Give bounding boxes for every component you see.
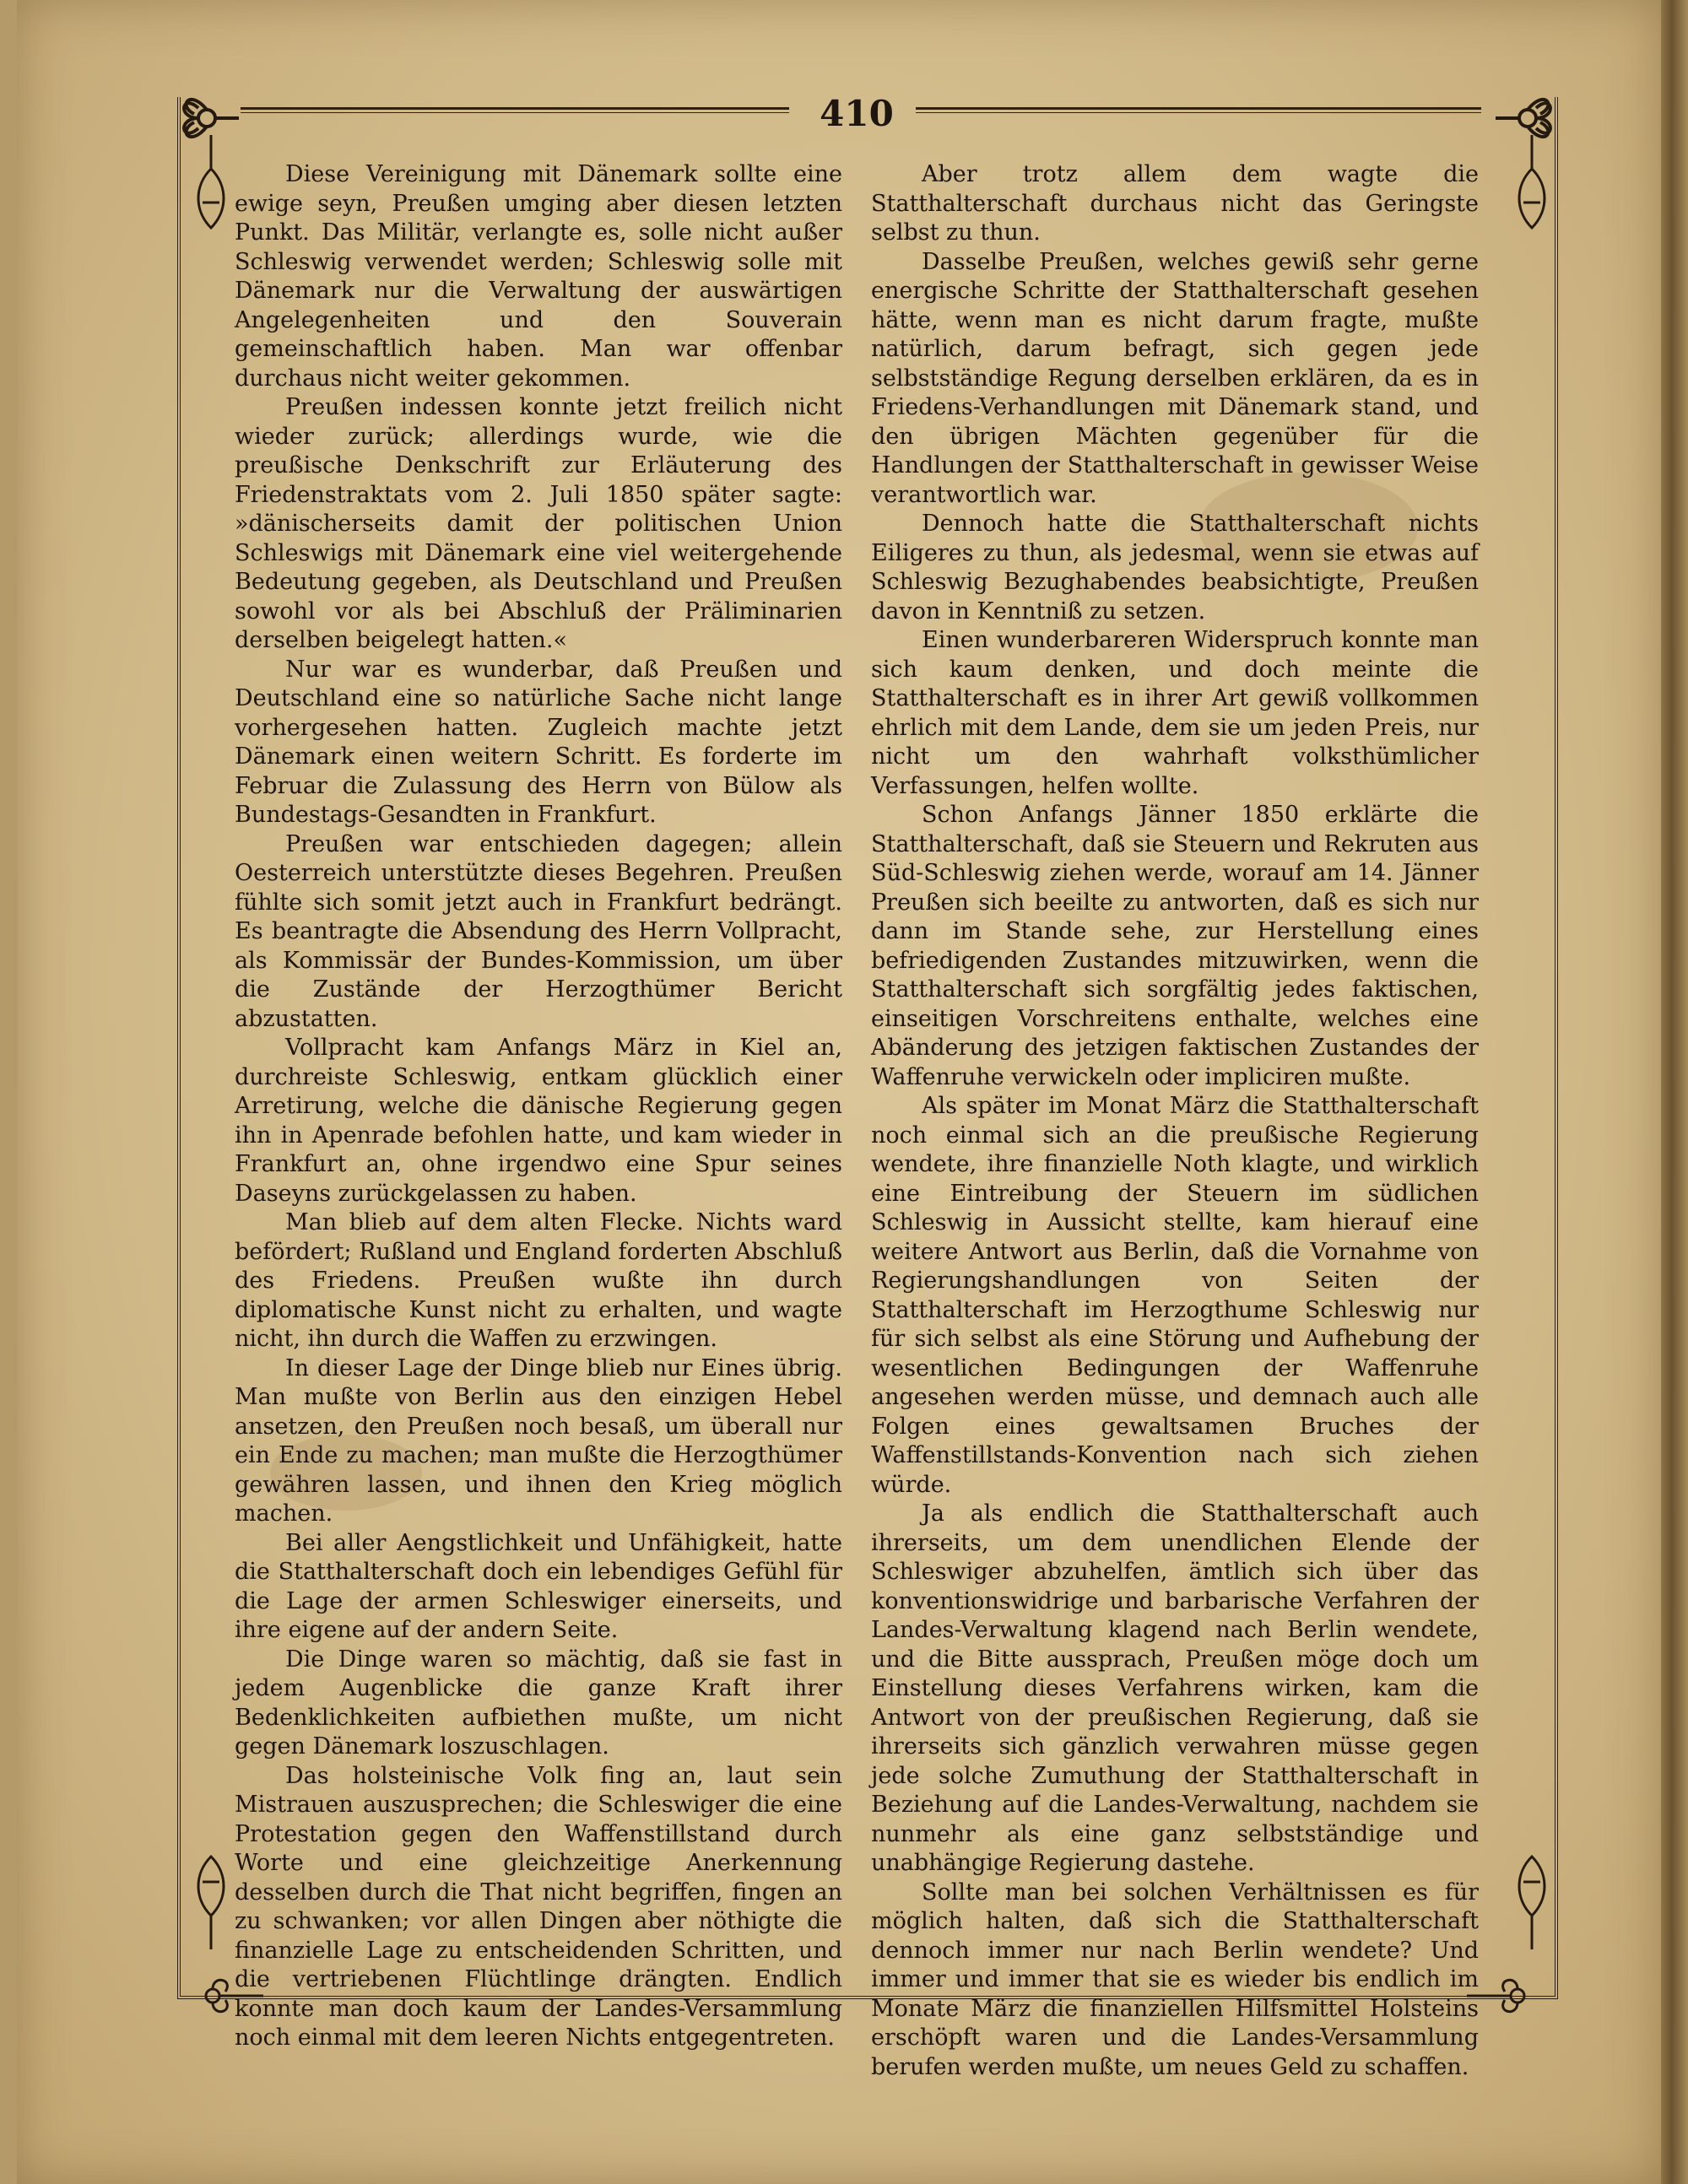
text-column-right: [871, 160, 1479, 2082]
paragraph: Bei aller Aengstlichkeit und Unfähigkeit, hatte die Statthalterschaft doch ein lebendiges Gefühl für die Lage der armen Schleswiger einerseits, und ihre eigene auf der andern Seite.: [235, 1529, 842, 1643]
paragraph: Vollpracht kam Anfangs März in Kiel an, durchreiste Schleswig, entkam glücklich einer Arretirung, welche die dänische Regierung gegen ihn in Apenrade befohlen hatte, und kam wieder in Frankfurt an, ohne irgendwo eine Spur seines Daseyns zurückgelassen zu haben.: [235, 1035, 842, 1207]
paragraph: Das holsteinische Volk fing an, laut sein Mistrauen auszusprechen; die Schleswiger die eine Protestation gegen den Waffenstillstand durch Worte und eine gleichzeitige Anerkennung desselben durch die That nicht begriffen, fingen an zu schwanken; vor allen Dingen aber nöthigte die finanzielle Lage zu entscheidenden Schritten, und die vertriebenen Flüchtlinge drängten. Endlich konnte man doch kaum der Landes-Versammlung noch einmal mit dem leeren Nichts entgegentreten.: [235, 1762, 842, 2051]
paragraph: Sollte man bei solchen Verhältnissen es für möglich halten, daß sich die Statthalterschaft dennoch immer nur nach Berlin wendete? Und immer und immer that sie es wieder bis endlich im Monate März die finanziellen Hilfsmittel Holsteins erschöpft waren und die Landes-Versammlung berufen werden mußte, um neues Geld zu schaffen.: [871, 1879, 1479, 2080]
paragraph: Die Dinge waren so mächtig, daß sie fast in jedem Augenblicke die ganze Kraft ihrer Bedenklichkeiten aufbiethen mußte, um nicht gegen Dänemark loszuschlagen.: [235, 1646, 842, 1760]
paragraph: Als später im Monat März die Statthalterschaft noch einmal sich an die preußische Regierung wendete, ihre finanzielle Noth klagte, und wirklich eine Eintreibung der Steuern im südlichen Schleswig in Aussicht stellte, kam hierauf eine weitere Antwort aus Berlin, daß die Vornahme von Regierungshandlungen von Seiten der Statthalterschaft im Herzogthume Schleswig nur für sich selbst als eine Störung und Aufhebung der wesentlichen Bedingungen der Waffenruhe angesehen werden müsse, und demnach auch alle Folgen eines gewaltsamen Bruches der Waffenstillstands-Konvention nach sich ziehen würde.: [871, 1093, 1479, 1498]
paragraph: Nur war es wunderbar, daß Preußen und Deutschland eine so natürliche Sache nicht lange vorhergesehen hatten. Zugleich machte jetzt Dänemark einen weitern Schritt. Es forderte im Februar die Zulassung des Herrn von Bülow als Bundestags-Gesandten in Frankfurt.: [235, 656, 842, 828]
text-column-left: [235, 160, 842, 2053]
page-number: 410: [820, 93, 894, 134]
paragraph: Einen wunderbareren Widerspruch konnte man sich kaum denken, und doch meinte die Statthalterschaft es in ihrer Art gewiß vollkommen ehrlich mit dem Lande, dem sie um jeden Preis, nur nicht um den wahrhaft volksthümlicher Verfassungen, helfen wollte.: [871, 627, 1479, 799]
paragraph: In dieser Lage der Dinge blieb nur Eines übrig. Man mußte von Berlin aus den einzigen Hebel ansetzen, den Preußen noch besaß, um überall nur ein Ende zu machen; man mußte die Herzogthümer gewähren lassen, und ihnen den Krieg möglich machen.: [235, 1354, 842, 1527]
paragraph: Preußen indessen konnte jetzt freilich nicht wieder zurück; allerdings wurde, wie die preußische Denkschrift zur Erläuterung des Friedenstraktats vom 2. Juli 1850 später sagte: »dänischerseits damit der politischen Union Schleswigs mit Dänemark eine viel weitergehende Bedeutung gegeben, als Deutschland und Preußen sowohl vor als bei Abschluß der Präliminarien derselben beigelegt hatten.«: [235, 394, 842, 653]
book-gutter: [1661, 0, 1688, 2184]
paragraph: Preußen war entschieden dagegen; allein Oesterreich unterstützte dieses Begehren. Preußen fühlte sich somit jetzt auch in Frankfurt bedrängt. Es beantragte die Absendung des Herrn Vollpracht, als Kommissär der Bundes-Kommission, um über die Zustände der Herzogthümer Bericht abzustatten.: [235, 830, 842, 1032]
paragraph: Aber trotz allem dem wagte die Statthalterschaft durchaus nicht das Geringste selbst zu thun.: [871, 161, 1479, 246]
paragraph: Man blieb auf dem alten Flecke. Nichts ward befördert; Rußland und England forderten Abschluß des Friedens. Preußen wußte ihn durch diplomatische Kunst nicht zu erhalten, und wagte nicht, ihn durch die Waffen zu erzwingen.: [235, 1209, 842, 1352]
paragraph: Ja als endlich die Statthalterschaft auch ihrerseits, um dem unendlichen Elende der Schleswiger abzuhelfen, ämtlich sich über das konventionswidrige und barbarische Verfahren der Landes-Verwaltung klagend nach Berlin wendete, und die Bitte aussprach, Preußen möge doch um Einstellung dieses Verfahrens wirken, kam die Antwort von der preußischen Regierung, daß sie ihrerseits sich gänzlich verwahren müsse gegen jede solche Zumuthung der Statthalterschaft in Beziehung auf die Landes-Verwaltung, nachdem sie nunmehr als eine ganz selbstständige und unabhängige Regierung dastehe.: [871, 1500, 1479, 1876]
paragraph: Schon Anfangs Jänner 1850 erklärte die Statthalterschaft, daß sie Steuern und Rekruten aus Süd-Schleswig ziehen werde, worauf am 14. Jänner Preußen sich beeilte zu antworten, daß es sich nur dann im Stande sehe, zur Herstellung eines befriedigenden Zustandes mitzuwirken, wenn die Statthalterschaft sich sorgfältig jedes faktischen, einseitigen Vorschreitens enthalte, welches eine Abänderung des jetzigen faktischen Zustandes der Waffenruhe verwickeln oder impliciren mußte.: [871, 802, 1479, 1090]
paragraph: Dennoch hatte die Statthalterschaft nichts Eiligeres zu thun, als jedesmal, wenn sie etwas auf Schleswig Bezughabendes beabsichtigte, Preußen davon in Kenntniß zu setzen.: [871, 511, 1479, 624]
paragraph: Dasselbe Preußen, welches gewiß sehr gerne energische Schritte der Statthalterschaft gesehen hätte, wenn man es nicht darum fragte, mußte natürlich, darum befragt, sich gegen jede selbstständige Regung derselben erklären, da es in Friedens-Verhandlungen mit Dänemark stand, und den übrigen Mächten gegenüber für die Handlungen der Statthalterschaft in gewisser Weise verantwortlich war.: [871, 248, 1479, 508]
paragraph: Diese Vereinigung mit Dänemark sollte eine ewige seyn, Preußen umging aber diesen letzten Punkt. Das Militär, verlangte es, solle nicht außer Schleswig verwendet werden; Schleswig solle mit Dänemark nur die Verwaltung der auswärtigen Angelegenheiten und den Souverain gemeinschaftlich haben. Man war offenbar durchaus nicht weiter gekommen.: [235, 161, 842, 392]
